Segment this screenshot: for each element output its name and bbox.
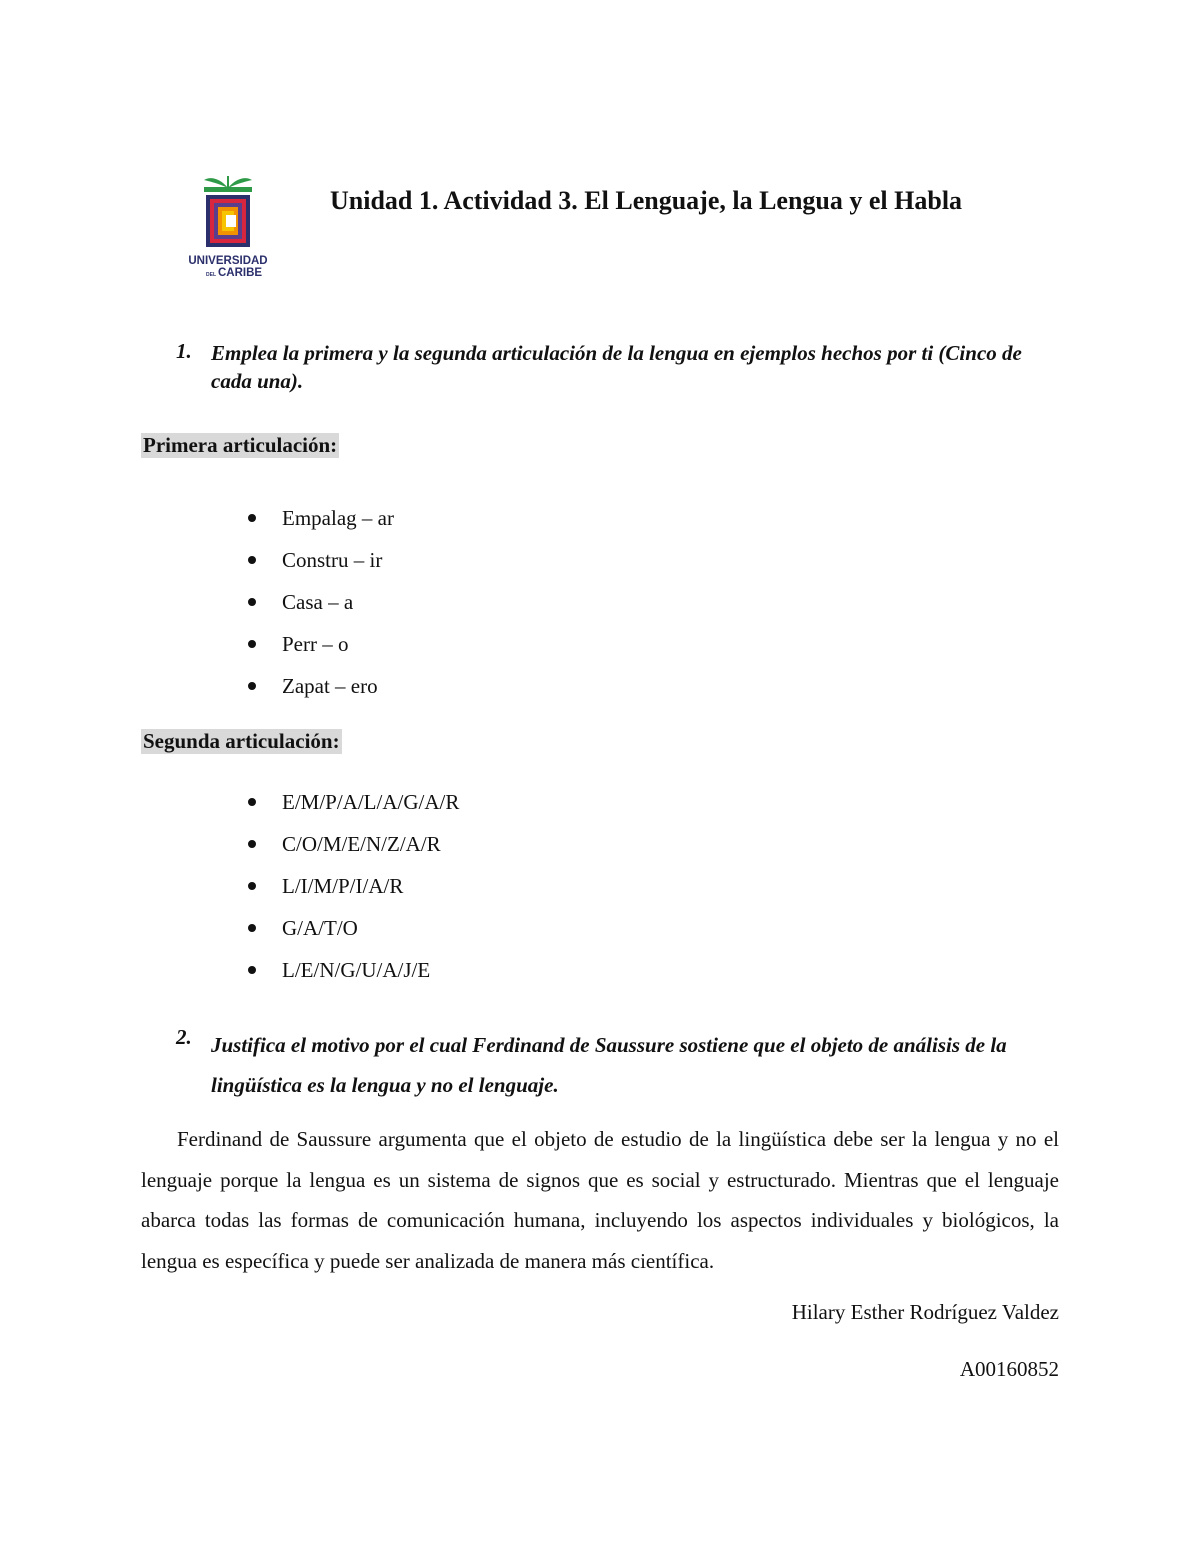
question-1-text: Emplea la primera y la segunda articulación de la lengua en ejemplos hechos por ti (Cinco de cada una). <box>211 341 1022 393</box>
university-logo <box>180 170 276 282</box>
list-item-text: L/I/M/P/I/A/R <box>282 874 404 898</box>
answer-paragraph: Ferdinand de Saussure argumenta que el objeto de estudio de la lingüística debe ser la lengua y no el lenguaje porque la lengua es un sistema de signos que es social y estructurado. Mientras que el lenguaje abarca todas las formas de comunicación humana, incluyendo los aspectos individuales y biológicos, la lengua es específica y puede ser analizada de manera más científica. <box>141 1127 1059 1273</box>
list-item-text: Perr – o <box>282 632 349 656</box>
list-item <box>246 590 394 632</box>
bullet-icon <box>248 882 256 890</box>
list-item <box>246 506 394 548</box>
first-articulation-heading: Primera articulación: <box>143 433 338 457</box>
bullet-icon <box>248 640 256 648</box>
second-articulation-heading: Segunda articulación: <box>143 729 340 753</box>
list-item <box>246 674 394 716</box>
bullet-icon <box>248 598 256 606</box>
list-item <box>246 874 459 916</box>
question-2-number: 2. <box>176 1025 192 1049</box>
logo-line2-small: DEL <box>206 272 216 278</box>
bullet-icon <box>248 682 256 690</box>
list-item <box>246 832 459 874</box>
list-item-text: Casa – a <box>282 590 354 614</box>
question-2-text: Justifica el motivo por el cual Ferdinand de Saussure sostiene que el objeto de análisis de la lingüística es la lengua y no el lenguaje. <box>211 1033 1007 1097</box>
logo-line2: CARIBE <box>218 267 263 279</box>
bullet-icon <box>248 924 256 932</box>
list-item-text: G/A/T/O <box>282 916 358 940</box>
bullet-icon <box>248 840 256 848</box>
author-name: Hilary Esther Rodríguez Valdez <box>791 1300 1059 1324</box>
document-title: Unidad 1. Actividad 3. El Lenguaje, la Lengua y el Habla <box>330 186 963 215</box>
bullet-icon <box>248 966 256 974</box>
list-item <box>246 958 459 1000</box>
list-item-text: Constru – ir <box>282 548 383 572</box>
second-articulation-list <box>246 790 459 1000</box>
question-1-number: 1. <box>176 339 192 363</box>
list-item-text: Zapat – ero <box>282 674 378 698</box>
list-item-text: Empalag – ar <box>282 506 394 530</box>
university-logo-mark <box>180 170 276 282</box>
list-item-text: E/M/P/A/L/A/G/A/R <box>282 790 460 814</box>
first-articulation-list <box>246 506 394 716</box>
list-item-text: C/O/M/E/N/Z/A/R <box>282 832 441 856</box>
logo-line1: UNIVERSIDAD <box>188 255 268 267</box>
list-item <box>246 916 459 958</box>
bullet-icon <box>248 514 256 522</box>
bullet-icon <box>248 798 256 806</box>
student-id: A00160852 <box>959 1357 1059 1381</box>
list-item <box>246 790 459 832</box>
list-item <box>246 548 394 590</box>
list-item-text: L/E/N/G/U/A/J/E <box>282 958 431 982</box>
list-item <box>246 632 394 674</box>
bullet-icon <box>248 556 256 564</box>
